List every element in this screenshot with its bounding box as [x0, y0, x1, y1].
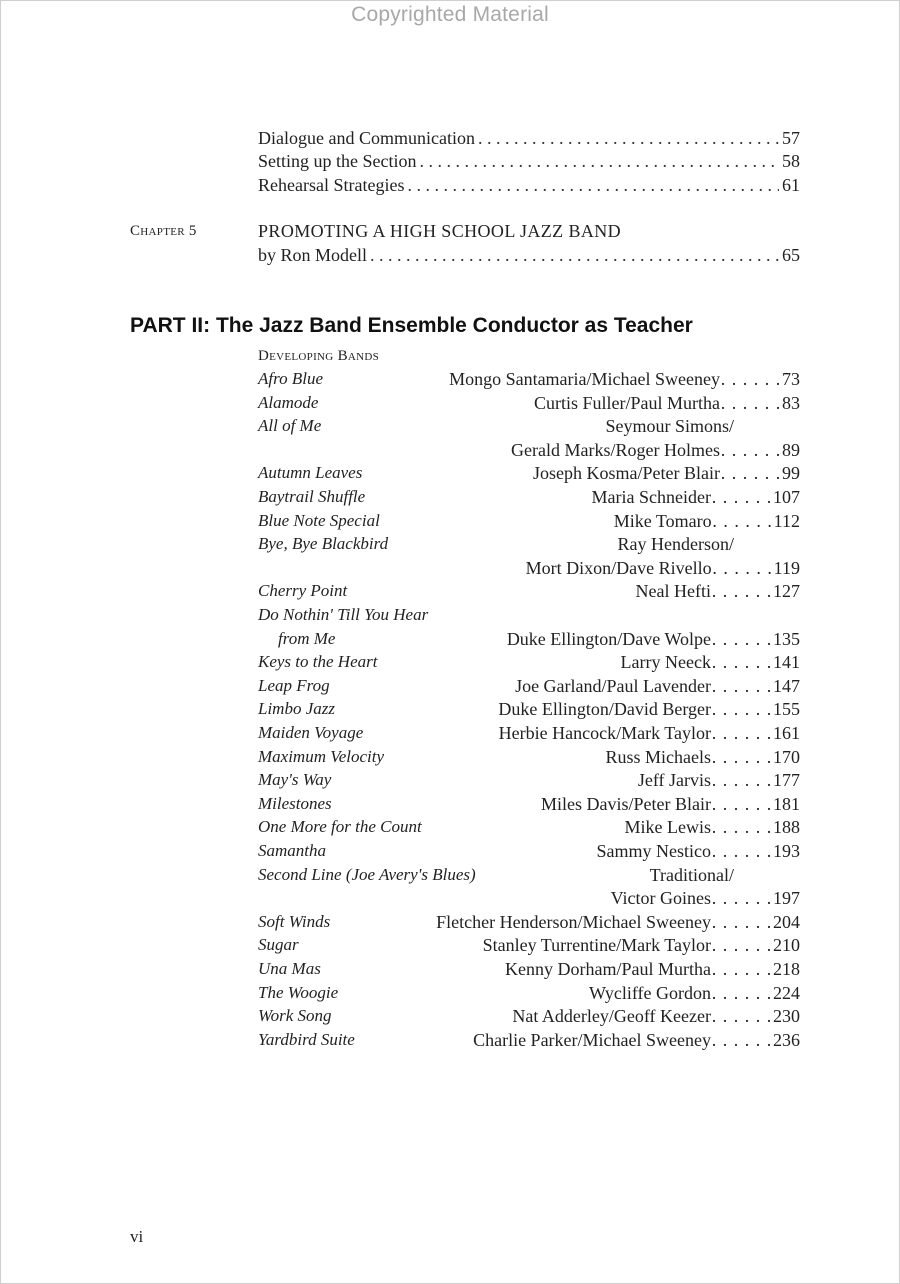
song-page: 204: [773, 911, 800, 932]
song-page: 224: [773, 982, 800, 1003]
song-page: 170: [773, 746, 800, 767]
dot-leader: . . . . . .: [711, 770, 773, 791]
song-page: 147: [773, 675, 800, 696]
chapter-label: Chapter 5: [130, 223, 197, 239]
song-credit: Stanley Turrentine/Mark Taylor: [482, 935, 711, 956]
song-credit: Wycliffe Gordon: [588, 982, 711, 1003]
song-title-line2: from Me: [278, 628, 336, 648]
song-credit: Gerald Marks/Roger Holmes: [511, 439, 720, 460]
song-title: May's Way: [258, 770, 332, 790]
song-title: Leap Frog: [258, 675, 330, 695]
song-credit: Kenny Dorham/Paul Murtha: [505, 959, 711, 979]
song-title: Maiden Voyage: [258, 723, 364, 742]
song-credit: Russ Michaels: [605, 746, 711, 767]
song-credit-row[interactable]: [449, 368, 800, 390]
toc-entry-title: Setting up the Section: [258, 151, 417, 171]
watermark: Copyrighted Material: [351, 3, 549, 26]
song-credit-row[interactable]: [621, 651, 800, 673]
toc-entry[interactable]: [258, 150, 800, 172]
song-title: Bye, Bye Blackbird: [258, 534, 389, 554]
song-credit: Neal Hefti: [635, 581, 711, 602]
song-page: 127: [773, 581, 800, 602]
dot-leader: [370, 244, 779, 266]
song-credit: Nat Adderley/Geoff Keezer: [512, 1006, 711, 1027]
song-page: 197: [773, 888, 800, 909]
song-title: Blue Note Special: [258, 510, 380, 530]
song-credit: Miles Davis/Peter Blair: [541, 793, 711, 814]
song-title: Autumn Leaves: [258, 463, 363, 483]
dot-leader: . . . . . .: [711, 888, 773, 909]
dot-leader: . . . . . .: [720, 369, 782, 389]
song-credit: Maria Schneider: [591, 487, 711, 507]
song-credit: Fletcher Henderson/Michael Sweeney: [436, 911, 711, 932]
dot-leader: . . . . . .: [720, 439, 782, 460]
dot-leader: . . . . . .: [711, 1006, 773, 1027]
song-credit-row[interactable]: [512, 1005, 800, 1027]
song-credit: Joseph Kosma/Peter Blair: [533, 463, 720, 484]
song-page: 181: [773, 793, 800, 814]
song-credit: Curtis Fuller/Paul Murtha: [534, 392, 720, 413]
dot-leader: . . . . . .: [720, 392, 782, 413]
dot-leader: . . . . . .: [711, 841, 773, 861]
song-page: 161: [773, 723, 800, 743]
dot-leader: . . . . . .: [711, 911, 773, 932]
song-credit-line1: Traditional/: [649, 864, 734, 885]
song-title: Work Song: [258, 1006, 332, 1026]
dot-leader: . . . . . .: [711, 793, 773, 814]
song-title: Sugar: [258, 935, 299, 955]
dot-leader: [478, 127, 779, 149]
part-heading: PART II: The Jazz Band Ensemble Conductor as Teacher: [130, 314, 693, 337]
dot-leader: [407, 174, 779, 196]
dot-leader: . . . . . .: [711, 1029, 773, 1050]
song-credit-row[interactable]: [533, 462, 800, 484]
toc-entry-page: 58: [782, 151, 800, 171]
song-title: Do Nothin' Till You Hear: [258, 605, 429, 624]
song-page: 135: [773, 628, 800, 649]
song-credit-row[interactable]: [611, 887, 800, 909]
song-page: 107: [773, 487, 800, 507]
song-title: Second Line (Joe Avery's Blues): [258, 864, 476, 884]
dot-leader: . . . . . .: [711, 746, 773, 767]
chapter-title: PROMOTING A HIGH SCHOOL JAZZ BAND: [258, 221, 622, 241]
song-page: 141: [773, 652, 800, 673]
dot-leader: . . . . . .: [712, 510, 773, 531]
song-title: Milestones: [258, 793, 332, 813]
song-page: 155: [773, 699, 800, 720]
dot-leader: . . . . . .: [720, 463, 782, 484]
toc-entry[interactable]: [258, 174, 800, 196]
song-credit-row[interactable]: [483, 934, 800, 956]
song-page: 193: [773, 841, 800, 861]
dot-leader: . . . . . .: [711, 675, 773, 696]
song-title: Soft Winds: [258, 911, 331, 931]
song-page: 112: [773, 510, 800, 531]
song-credit-row[interactable]: [597, 840, 801, 862]
song-credit: Charlie Parker/Michael Sweeney: [473, 1029, 711, 1050]
song-page: 210: [773, 935, 800, 956]
song-credit: Mort Dixon/Dave Rivello: [525, 557, 712, 578]
page-number: vi: [130, 1227, 144, 1246]
dot-leader: . . . . . .: [711, 959, 773, 979]
song-page: 83: [782, 392, 800, 413]
song-page: 218: [773, 959, 800, 979]
song-credit-row[interactable]: [638, 769, 800, 791]
song-title: One More for the Count: [258, 817, 422, 837]
song-credit: Jeff Jarvis: [637, 770, 711, 791]
dot-leader: . . . . . .: [711, 723, 773, 743]
dot-leader: . . . . . .: [711, 817, 773, 838]
song-page: 177: [773, 770, 800, 791]
song-credit-row[interactable]: [541, 793, 800, 815]
song-credit-row[interactable]: [498, 698, 800, 720]
song-page: 188: [773, 817, 800, 838]
song-page: 230: [773, 1006, 800, 1027]
song-title: Keys to the Heart: [258, 652, 378, 672]
toc-entry-page: 65: [782, 245, 800, 265]
song-page: 99: [782, 463, 800, 484]
section-label: Developing Bands: [258, 348, 380, 364]
dot-leader: . . . . . .: [711, 628, 773, 649]
toc-entry[interactable]: [258, 127, 800, 149]
song-title: Baytrail Shuffle: [258, 487, 366, 506]
song-credit-row[interactable]: [589, 982, 800, 1004]
song-title: Maximum Velocity: [258, 746, 385, 766]
song-credit-row[interactable]: [625, 816, 800, 838]
song-title: Samantha: [258, 841, 326, 860]
song-title: Alamode: [258, 392, 319, 412]
dot-leader: . . . . . .: [711, 982, 773, 1003]
song-title: The Woogie: [258, 982, 339, 1002]
song-credit-row[interactable]: [592, 486, 800, 508]
song-credit-row[interactable]: [614, 510, 800, 532]
song-credit-row[interactable]: [606, 746, 801, 768]
song-title: Cherry Point: [258, 581, 348, 601]
song-credit: Larry Neeck: [620, 652, 711, 673]
song-page: 119: [773, 557, 800, 578]
dot-leader: . . . . . .: [712, 557, 773, 578]
song-credit: Victor Goines: [610, 888, 711, 909]
song-credit: Duke Ellington/David Berger: [498, 699, 711, 720]
song-credit-row[interactable]: [534, 392, 800, 414]
dot-leader: . . . . . .: [711, 935, 773, 956]
dot-leader: [419, 150, 779, 172]
song-page: 73: [782, 369, 800, 389]
song-credit: Herbie Hancock/Mark Taylor: [498, 723, 711, 743]
song-credit: Duke Ellington/Dave Wolpe: [506, 628, 711, 649]
dot-leader: . . . . . .: [711, 581, 773, 602]
song-credit-row[interactable]: [436, 911, 800, 933]
dot-leader: . . . . . .: [711, 652, 773, 673]
chapter-author: by Ron Modell: [258, 245, 368, 265]
toc-entry[interactable]: [258, 244, 800, 266]
song-title: All of Me: [258, 416, 322, 436]
song-title: Una Mas: [258, 959, 321, 978]
toc-entry-page: 57: [782, 128, 800, 148]
song-credit: Sammy Nestico: [596, 841, 711, 861]
song-credit-row[interactable]: [505, 958, 800, 980]
song-credit: Mike Lewis: [624, 817, 711, 838]
song-credit-row[interactable]: [499, 722, 800, 744]
song-credit: Joe Garland/Paul Lavender: [515, 675, 711, 696]
song-credit-row[interactable]: [515, 675, 800, 697]
toc-entry-page: 61: [782, 175, 800, 195]
song-page: 89: [782, 439, 800, 460]
song-credit: Mongo Santamaria/Michael Sweeney: [449, 369, 720, 389]
song-credit-row[interactable]: [526, 557, 800, 579]
song-page: 236: [773, 1029, 800, 1050]
song-title: Limbo Jazz: [258, 699, 335, 719]
toc-entry-title: Rehearsal Strategies: [258, 175, 405, 195]
song-credit-row[interactable]: [473, 1029, 800, 1051]
dot-leader: . . . . . .: [711, 487, 773, 507]
song-title: Afro Blue: [258, 369, 323, 388]
song-credit-line1: Ray Henderson/: [617, 534, 734, 555]
song-credit-row[interactable]: [507, 628, 800, 650]
song-credit-row[interactable]: [636, 580, 800, 602]
song-title: Yardbird Suite: [258, 1029, 355, 1049]
dot-leader: . . . . . .: [711, 699, 773, 720]
song-credit: Mike Tomaro: [613, 510, 712, 531]
toc-entry-title: Dialogue and Communication: [258, 128, 475, 148]
song-credit-row[interactable]: [511, 439, 800, 461]
song-credit-line1: Seymour Simons/: [605, 416, 734, 437]
